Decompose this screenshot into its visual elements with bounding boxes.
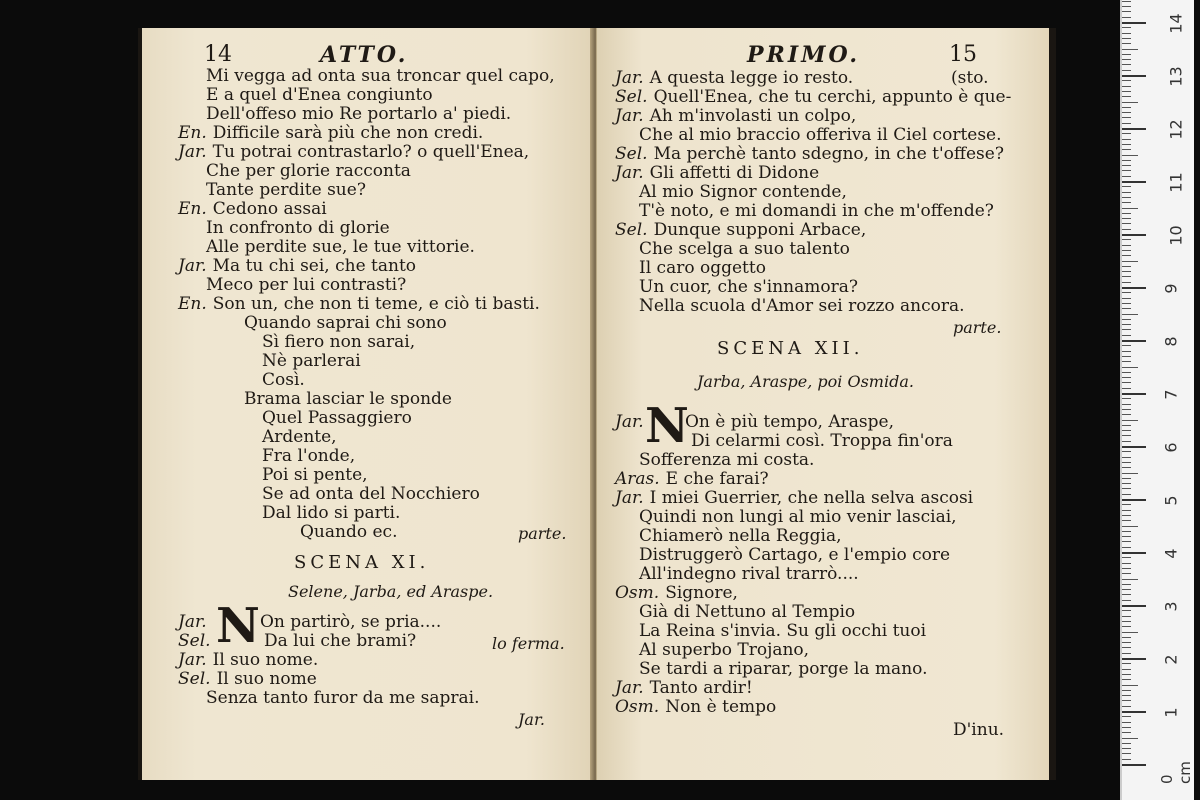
ruler-tick bbox=[1122, 526, 1138, 527]
ruler-number: 6 bbox=[1161, 442, 1181, 453]
ruler-tick bbox=[1122, 117, 1131, 118]
aria-line: Se ad onta del Nocchiero bbox=[262, 484, 480, 504]
ruler-tick bbox=[1122, 716, 1131, 717]
verse-line: Sel. bbox=[178, 631, 211, 651]
ruler-tick bbox=[1122, 658, 1146, 660]
ruler-number: 2 bbox=[1161, 654, 1181, 665]
ruler-tick bbox=[1122, 22, 1146, 24]
ruler-tick bbox=[1122, 764, 1146, 766]
ruler-tick bbox=[1122, 568, 1131, 569]
ruler-tick bbox=[1122, 653, 1131, 654]
ruler-tick bbox=[1122, 499, 1146, 501]
catchword: D'inu. bbox=[953, 720, 1005, 740]
ruler-tick bbox=[1122, 27, 1131, 28]
verse-line: La Reina s'invia. Su gli occhi tuoi bbox=[639, 621, 927, 641]
ruler-tick bbox=[1122, 107, 1131, 108]
ruler-number: 4 bbox=[1161, 548, 1181, 559]
ruler-tick bbox=[1122, 144, 1131, 145]
turnover: (sto. bbox=[951, 68, 989, 88]
exit-note: parte. bbox=[953, 318, 1002, 337]
ruler-tick bbox=[1122, 372, 1131, 373]
ruler-tick bbox=[1122, 695, 1131, 696]
ruler-tick bbox=[1122, 414, 1131, 415]
verse-line: Jar. Il suo nome. bbox=[178, 650, 319, 670]
ruler-tick bbox=[1122, 388, 1131, 389]
verse-line: Jar. Ah m'involasti un colpo, bbox=[615, 106, 857, 126]
ruler-tick bbox=[1122, 515, 1131, 516]
verse-line: Quindi non lungi al mio venir lasciai, bbox=[639, 507, 957, 527]
ruler-tick bbox=[1122, 186, 1131, 187]
ruler-tick bbox=[1122, 647, 1131, 648]
ruler-tick bbox=[1122, 59, 1131, 60]
ruler-tick bbox=[1122, 425, 1131, 426]
scene-persons: Jarba, Araspe, poi Osmida. bbox=[697, 372, 914, 391]
ruler-tick bbox=[1122, 123, 1131, 124]
ruler-number: 12 bbox=[1166, 119, 1186, 140]
verse-line: Jar. Tu potrai contrastarlo? o quell'Enea, bbox=[178, 142, 530, 162]
ruler-tick bbox=[1122, 49, 1138, 50]
catchword: Jar. bbox=[518, 710, 545, 729]
aria-line: Poi si pente, bbox=[262, 465, 368, 485]
ruler-tick bbox=[1122, 435, 1131, 436]
verse-line: Se tardi a riparar, porge la mano. bbox=[639, 659, 928, 679]
exit-note: parte. bbox=[518, 524, 567, 543]
ruler-tick bbox=[1122, 208, 1138, 209]
ruler-tick bbox=[1122, 377, 1131, 378]
ruler-tick bbox=[1122, 38, 1131, 39]
verse-line: In confronto di glorie bbox=[206, 218, 390, 238]
left-running-head: ATTO. bbox=[320, 42, 409, 68]
ruler-tick bbox=[1122, 64, 1131, 65]
verse-line: Da lui che brami? bbox=[264, 631, 417, 651]
ruler-tick bbox=[1122, 626, 1131, 627]
ruler-tick bbox=[1122, 192, 1131, 193]
ruler-tick bbox=[1122, 727, 1131, 728]
verse-line: E a quel d'Enea congiunto bbox=[206, 85, 433, 105]
verse-line: Sel. Dunque supponi Arbace, bbox=[615, 220, 867, 240]
ruler-tick bbox=[1122, 722, 1131, 723]
ruler-tick bbox=[1122, 255, 1131, 256]
ruler-tick bbox=[1122, 637, 1131, 638]
verse-line: Jar. bbox=[615, 412, 644, 432]
scene-title: SCENA XI. bbox=[294, 552, 430, 573]
ruler-tick bbox=[1122, 308, 1131, 309]
ruler-tick bbox=[1122, 176, 1131, 177]
ruler-tick bbox=[1122, 223, 1131, 224]
ruler-tick bbox=[1122, 229, 1131, 230]
ruler-tick bbox=[1122, 462, 1131, 463]
ruler-tick bbox=[1122, 430, 1131, 431]
ruler-tick bbox=[1122, 361, 1131, 362]
stage-direction: lo ferma. bbox=[492, 634, 565, 653]
ruler-tick bbox=[1122, 239, 1131, 240]
ruler-tick bbox=[1122, 552, 1146, 554]
ruler-tick bbox=[1122, 446, 1146, 448]
aria-line: Ardente, bbox=[262, 427, 337, 447]
verse-line: On è più tempo, Araspe, bbox=[685, 412, 894, 432]
ruler-tick bbox=[1122, 314, 1138, 315]
ruler-tick bbox=[1122, 547, 1131, 548]
ruler-tick bbox=[1122, 700, 1131, 701]
ruler-tick bbox=[1122, 531, 1131, 532]
ruler-tick bbox=[1122, 91, 1131, 92]
ruler-tick bbox=[1122, 75, 1146, 77]
ruler-tick bbox=[1122, 329, 1131, 330]
ruler-tick bbox=[1122, 674, 1131, 675]
ruler-number: 13 bbox=[1166, 66, 1186, 87]
aria-line: Dal lido si parti. bbox=[262, 503, 401, 523]
ruler-number: 11 bbox=[1166, 172, 1186, 193]
verse-line: En. Cedono assai bbox=[178, 199, 327, 219]
verse-line: Tante perdite sue? bbox=[206, 180, 366, 200]
ruler-tick bbox=[1122, 292, 1131, 293]
ruler-tick bbox=[1122, 351, 1131, 352]
ruler-tick bbox=[1122, 563, 1131, 564]
verse-line: T'è noto, e mi domandi in che m'offende? bbox=[639, 201, 994, 221]
ruler-tick bbox=[1122, 202, 1131, 203]
ruler-tick bbox=[1122, 510, 1131, 511]
ruler-tick bbox=[1122, 398, 1131, 399]
ruler-tick bbox=[1122, 245, 1131, 246]
verse-line: Che per glorie racconta bbox=[206, 161, 411, 181]
ruler-tick bbox=[1122, 155, 1138, 156]
ruler-tick bbox=[1122, 520, 1131, 521]
ruler-tick bbox=[1122, 711, 1146, 713]
ruler-tick bbox=[1122, 409, 1131, 410]
ruler-tick bbox=[1122, 621, 1131, 622]
ruler-tick bbox=[1122, 632, 1138, 633]
ruler-tick bbox=[1122, 610, 1131, 611]
left-page-number: 14 bbox=[204, 42, 232, 67]
ruler-tick bbox=[1122, 557, 1131, 558]
verse-line: On partirò, se pria.... bbox=[260, 612, 442, 632]
ruler-tick bbox=[1122, 80, 1131, 81]
aria-line: Nè parlerai bbox=[262, 351, 361, 371]
ruler-tick bbox=[1122, 589, 1131, 590]
ruler-tick bbox=[1122, 367, 1138, 368]
aria-line: Quando saprai chi sono bbox=[244, 313, 447, 333]
verse-line: Chiamerò nella Reggia, bbox=[639, 526, 842, 546]
verse-line: Il caro oggetto bbox=[639, 258, 766, 278]
verse-line: Sel. Quell'Enea, che tu cerchi, appunto è que- bbox=[615, 87, 1012, 107]
ruler-tick bbox=[1122, 133, 1131, 134]
ruler-tick bbox=[1122, 86, 1131, 87]
drop-cap: N bbox=[216, 598, 260, 654]
ruler-number: 10 bbox=[1166, 225, 1186, 246]
ruler-number: 9 bbox=[1161, 283, 1181, 294]
verse-line: En. Difficile sarà più che non credi. bbox=[178, 123, 484, 143]
scene-persons: Selene, Jarba, ed Araspe. bbox=[288, 582, 494, 601]
verse-line: Meco per lui contrasti? bbox=[206, 275, 407, 295]
verse-line: Di celarmi così. Troppa fin'ora bbox=[691, 431, 953, 451]
verse-line: Osm. Signore, bbox=[615, 583, 738, 603]
ruler-tick bbox=[1122, 494, 1131, 495]
ruler-tick bbox=[1122, 669, 1131, 670]
verse-line: Al mio Signor contende, bbox=[639, 182, 847, 202]
ruler-tick bbox=[1122, 54, 1131, 55]
ruler-tick bbox=[1122, 128, 1146, 130]
ruler-tick bbox=[1122, 536, 1131, 537]
ruler-tick bbox=[1122, 573, 1131, 574]
ruler-tick bbox=[1122, 112, 1131, 113]
verse-line: Nella scuola d'Amor sei rozzo ancora. bbox=[639, 296, 965, 316]
ruler-tick bbox=[1122, 690, 1131, 691]
ruler-number: 7 bbox=[1161, 389, 1181, 400]
ruler-tick bbox=[1122, 298, 1131, 299]
ruler-tick bbox=[1122, 170, 1131, 171]
ruler-unit-label: 0 cm bbox=[1158, 761, 1194, 784]
ruler-tick bbox=[1122, 282, 1131, 283]
ruler-tick bbox=[1122, 382, 1131, 383]
verse-line: Che scelga a suo talento bbox=[639, 239, 850, 259]
ruler-tick bbox=[1122, 261, 1138, 262]
ruler-tick bbox=[1122, 467, 1131, 468]
ruler-tick bbox=[1122, 345, 1131, 346]
ruler-tick bbox=[1122, 340, 1146, 342]
ruler-tick bbox=[1122, 753, 1131, 754]
ruler-number: 5 bbox=[1161, 495, 1181, 506]
ruler-tick bbox=[1122, 303, 1131, 304]
ruler-tick bbox=[1122, 748, 1131, 749]
ruler-tick bbox=[1122, 504, 1131, 505]
ruler-tick bbox=[1122, 743, 1131, 744]
ruler-tick bbox=[1122, 6, 1131, 7]
verse-line: Mi vegga ad onta sua troncar quel capo, bbox=[206, 66, 555, 86]
ruler-number: 8 bbox=[1161, 336, 1181, 347]
aria-line: Sì fiero non sarai, bbox=[262, 332, 416, 352]
ruler-tick bbox=[1122, 17, 1131, 18]
ruler-tick bbox=[1122, 663, 1131, 664]
ruler-tick bbox=[1122, 594, 1131, 595]
verse-line: Alle perdite sue, le tue vittorie. bbox=[206, 237, 475, 257]
verse-line: Al superbo Trojano, bbox=[639, 640, 810, 660]
ruler-tick bbox=[1122, 420, 1138, 421]
scene-title: SCENA XII. bbox=[717, 338, 864, 359]
ruler-tick bbox=[1122, 404, 1131, 405]
verse-line: Jar. Gli affetti di Didone bbox=[615, 163, 820, 183]
verse-line: Jar. bbox=[178, 612, 207, 632]
ruler-tick bbox=[1122, 33, 1131, 34]
aria-line: Quel Passaggiero bbox=[262, 408, 412, 428]
ruler-tick bbox=[1122, 642, 1131, 643]
ruler-tick bbox=[1122, 11, 1131, 12]
ruler-tick bbox=[1122, 102, 1138, 103]
ruler-tick bbox=[1122, 679, 1131, 680]
ruler-tick bbox=[1122, 759, 1131, 760]
verse-line: Sel. Il suo nome bbox=[178, 669, 317, 689]
aria-line: Così. bbox=[262, 370, 305, 390]
left-page bbox=[142, 28, 595, 780]
ruler-tick bbox=[1122, 441, 1131, 442]
drop-cap: N bbox=[645, 398, 689, 454]
verse-line: Sel. Ma perchè tanto sdegno, in che t'offese? bbox=[615, 144, 1004, 164]
ruler-tick bbox=[1122, 319, 1131, 320]
ruler-tick bbox=[1122, 1, 1131, 2]
open-book bbox=[138, 28, 1056, 780]
ruler-tick bbox=[1122, 473, 1138, 474]
ruler-tick bbox=[1122, 605, 1146, 607]
ruler-tick bbox=[1122, 70, 1131, 71]
verse-line: All'indegno rival trarrò.... bbox=[639, 564, 859, 584]
ruler-tick bbox=[1122, 478, 1131, 479]
ruler-tick bbox=[1122, 488, 1131, 489]
aria-line: Fra l'onde, bbox=[262, 446, 356, 466]
verse-line: Un cuor, che s'innamora? bbox=[639, 277, 858, 297]
ruler-tick bbox=[1122, 213, 1131, 214]
aria-line: Quando ec. bbox=[300, 522, 398, 542]
ruler-tick bbox=[1122, 616, 1131, 617]
ruler-number: 14 bbox=[1166, 13, 1186, 34]
ruler-tick bbox=[1122, 276, 1131, 277]
ruler-tick bbox=[1122, 706, 1131, 707]
ruler-tick bbox=[1122, 324, 1131, 325]
verse-line: Jar. Tanto ardir! bbox=[615, 678, 753, 698]
right-page bbox=[596, 28, 1049, 780]
ruler-tick bbox=[1122, 541, 1131, 542]
ruler-tick bbox=[1122, 335, 1131, 336]
ruler-tick bbox=[1122, 165, 1131, 166]
ruler-tick bbox=[1122, 451, 1131, 452]
verse-line: Sofferenza mi costa. bbox=[639, 450, 815, 470]
verse-line: Osm. Non è tempo bbox=[615, 697, 777, 717]
ruler-tick bbox=[1122, 271, 1131, 272]
ruler-tick bbox=[1122, 234, 1146, 236]
ruler-tick bbox=[1122, 250, 1131, 251]
ruler-tick bbox=[1122, 149, 1131, 150]
ruler-tick bbox=[1122, 266, 1131, 267]
ruler-tick bbox=[1122, 287, 1146, 289]
verse-line: Jar. A questa legge io resto. bbox=[615, 68, 854, 88]
ruler-tick bbox=[1122, 356, 1131, 357]
ruler-number: 3 bbox=[1161, 601, 1181, 612]
verse-line: Jar. Ma tu chi sei, che tanto bbox=[178, 256, 417, 276]
ruler-tick bbox=[1122, 584, 1131, 585]
ruler-tick bbox=[1122, 457, 1131, 458]
verse-line: Già di Nettuno al Tempio bbox=[639, 602, 856, 622]
ruler-tick bbox=[1122, 483, 1131, 484]
ruler-number: 1 bbox=[1161, 707, 1181, 718]
ruler-tick bbox=[1122, 181, 1146, 183]
verse-line: Distruggerò Cartago, e l'empio core bbox=[639, 545, 951, 565]
ruler-tick bbox=[1122, 600, 1131, 601]
ruler-tick bbox=[1122, 160, 1131, 161]
ruler-tick bbox=[1122, 218, 1131, 219]
verse-line: Dell'offeso mio Re portarlo a' piedi. bbox=[206, 104, 512, 124]
ruler-tick bbox=[1122, 685, 1138, 686]
ruler-tick bbox=[1122, 732, 1131, 733]
verse-line: Aras. E che farai? bbox=[615, 469, 769, 489]
ruler-tick bbox=[1122, 96, 1131, 97]
verse-line: Senza tanto furor da me saprai. bbox=[206, 688, 480, 708]
ruler-tick bbox=[1122, 139, 1131, 140]
measuring-ruler bbox=[1120, 0, 1194, 800]
right-page-number: 15 bbox=[949, 42, 977, 67]
ruler-tick bbox=[1122, 579, 1138, 580]
ruler-tick bbox=[1122, 738, 1138, 739]
right-running-head: PRIMO. bbox=[747, 42, 861, 68]
ruler-tick bbox=[1122, 393, 1146, 395]
ruler-tick bbox=[1122, 197, 1131, 198]
verse-line: En. Son un, che non ti teme, e ciò ti basti. bbox=[178, 294, 540, 314]
verse-line: Che al mio braccio offeriva il Ciel cortese. bbox=[639, 125, 1002, 145]
aria-line: Brama lasciar le sponde bbox=[244, 389, 452, 409]
ruler-tick bbox=[1122, 43, 1131, 44]
verse-line: Jar. I miei Guerrier, che nella selva ascosi bbox=[615, 488, 974, 508]
